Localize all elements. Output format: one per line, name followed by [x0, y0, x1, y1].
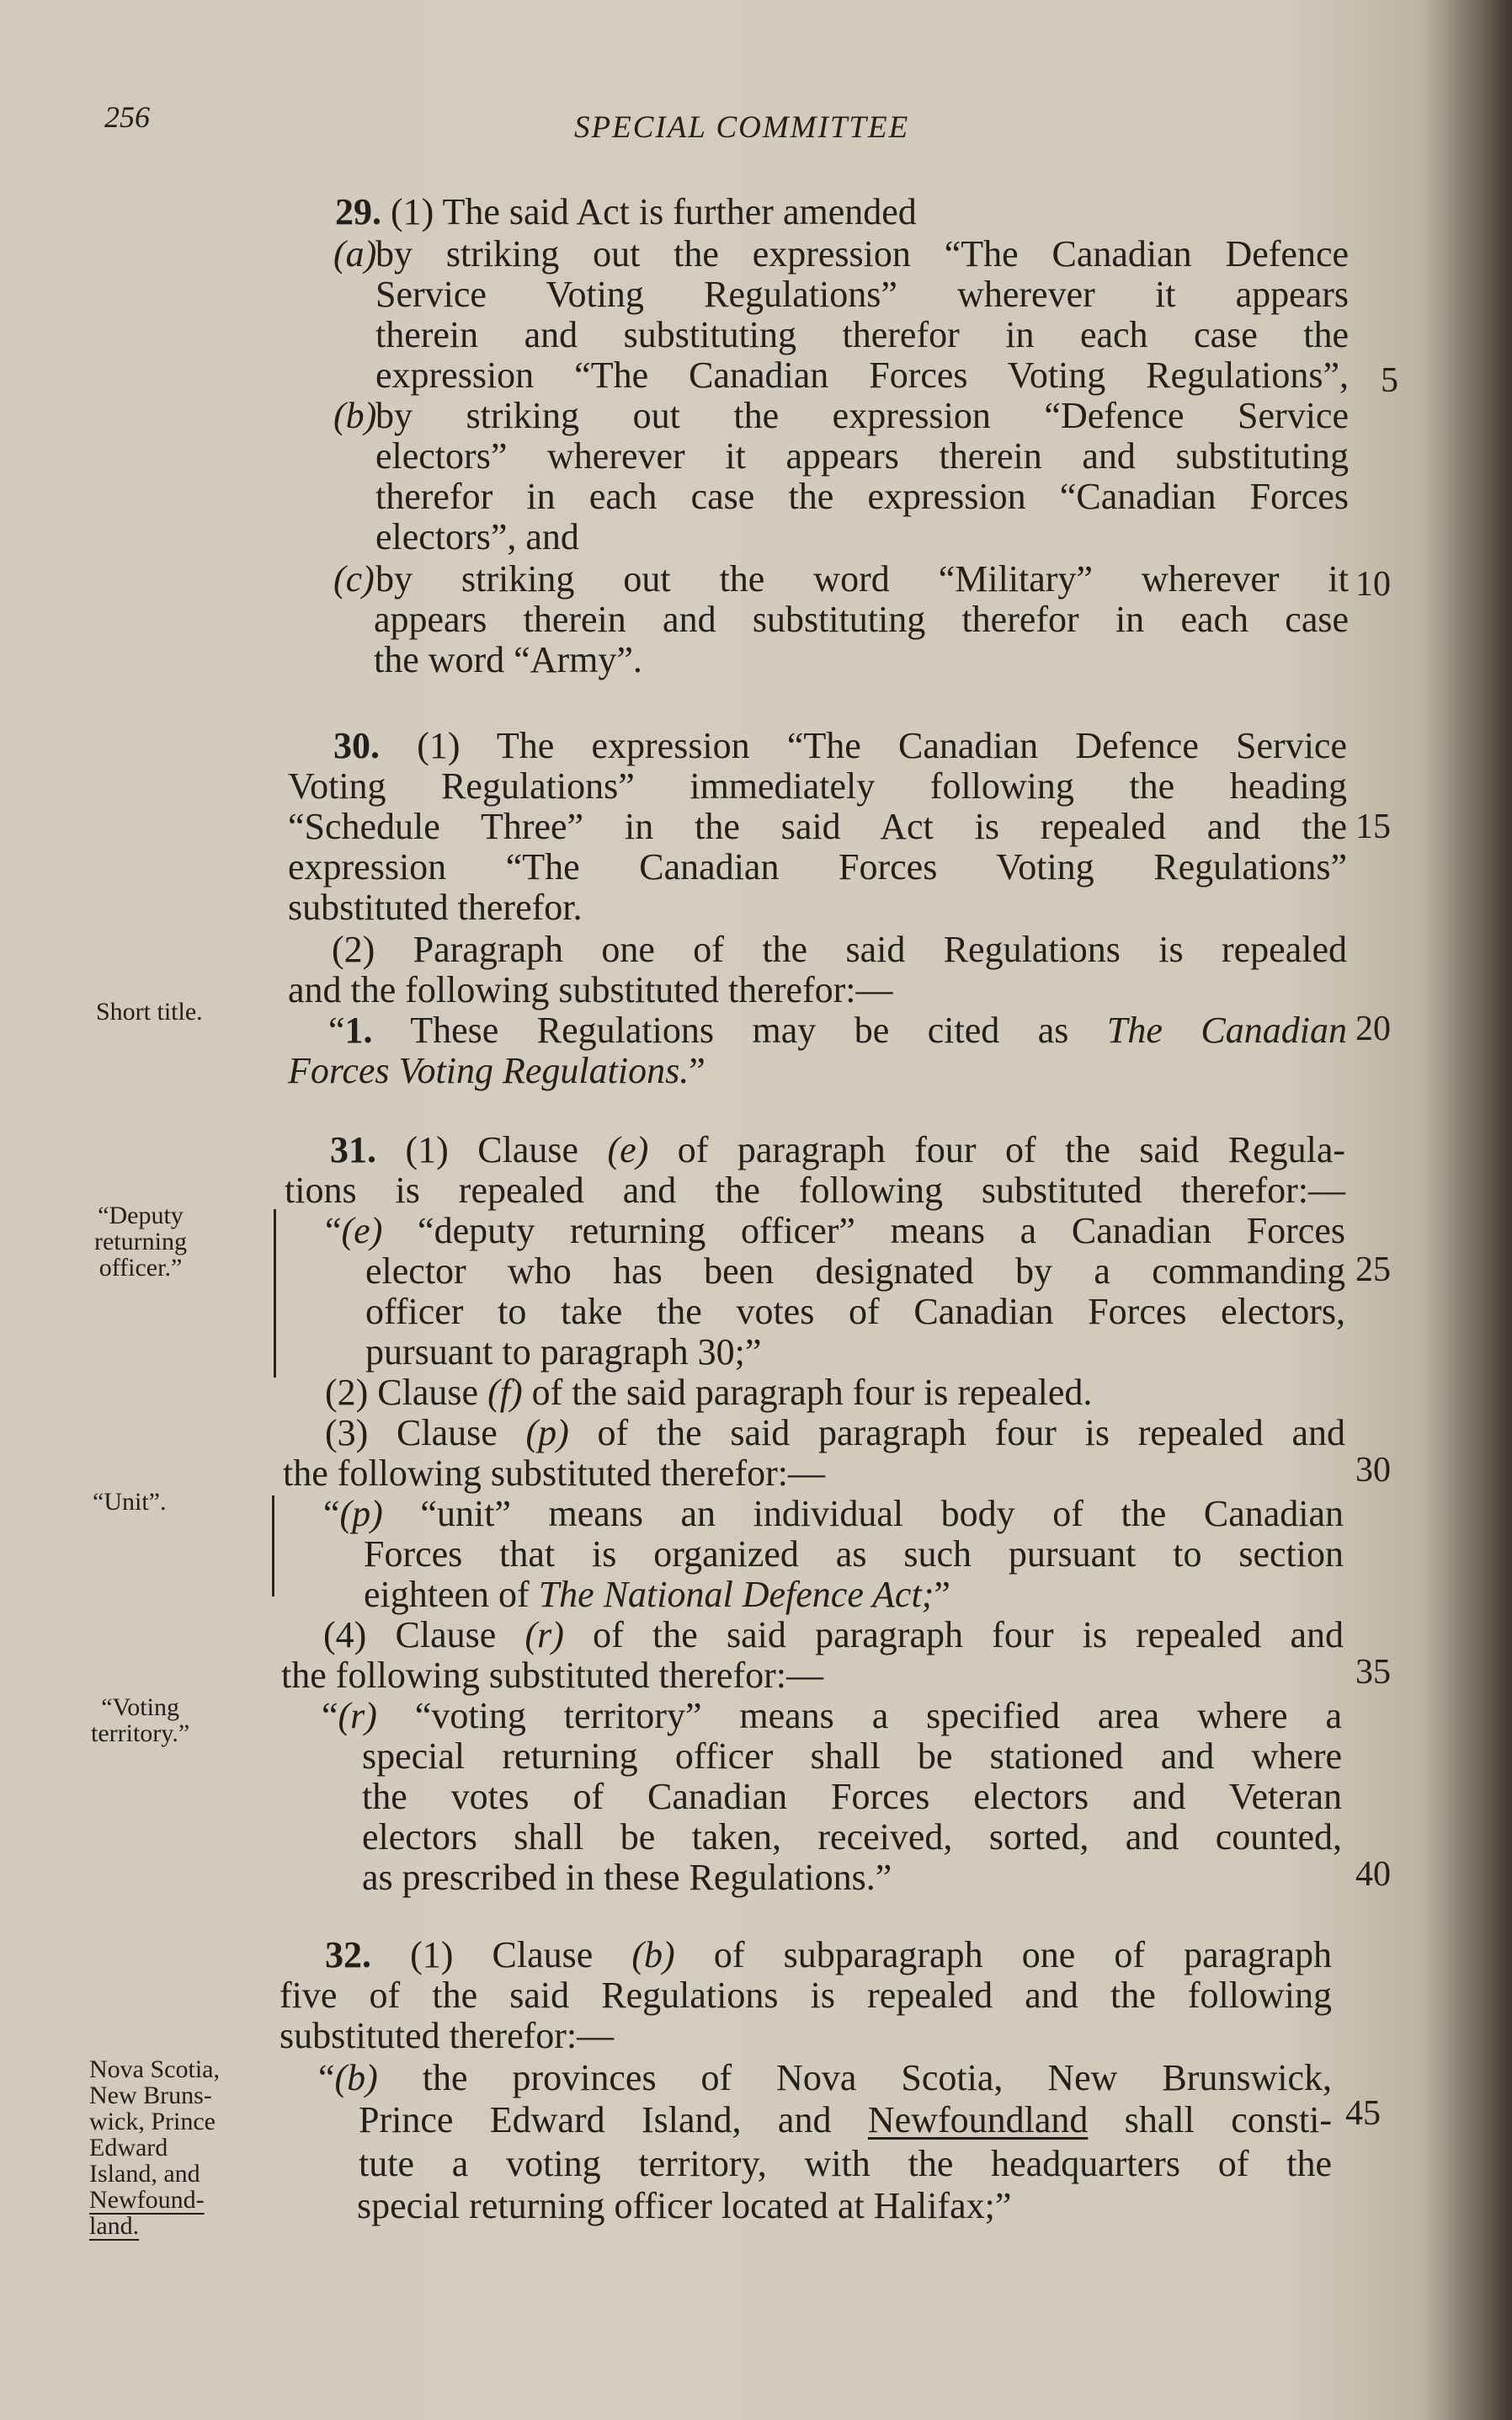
- text-line: Service Voting Regulations” wherever it appears: [375, 274, 1349, 315]
- text-line: expression “The Canadian Forces Voting Regulations”: [288, 846, 1347, 888]
- margin-note-short-title: Short title.: [96, 998, 203, 1026]
- text-line: “(p) “unit” means an individual body of the Canadian: [323, 1493, 1344, 1534]
- section-number: 29.: [335, 191, 381, 232]
- text-line: special returning officer located at Halifax;”: [357, 2185, 1012, 2226]
- clause-c-label: (c): [333, 558, 375, 600]
- text-line: five of the said Regulations is repealed and the following: [280, 1975, 1332, 2016]
- line-number: 20: [1355, 1010, 1391, 1048]
- text-line: by striking out the expression “The Canadian Defence: [375, 233, 1349, 275]
- text-line: therein and substituting therefor in each case the: [375, 314, 1349, 355]
- text-line: tute a voting territory, with the headquarters of the: [359, 2143, 1332, 2184]
- margin-note-deputy: “Deputy returning officer.”: [94, 1202, 187, 1282]
- text-line: the following substituted therefor:—: [281, 1655, 823, 1696]
- margin-note-voting-territory: “Voting territory.”: [91, 1693, 190, 1747]
- text-line: pursuant to paragraph 30;”: [365, 1331, 762, 1373]
- text-line: Forces Voting Regulations.”: [288, 1050, 705, 1091]
- text-line: the votes of Canadian Forces electors and Veteran: [362, 1776, 1342, 1817]
- text-line: “1. These Regulations may be cited as The Canadian: [328, 1010, 1347, 1051]
- section-29-heading: 29. (1) The said Act is further amended: [335, 191, 917, 232]
- text-line: “Schedule Three” in the said Act is repealed and the: [288, 806, 1347, 847]
- text-line: Forces that is organized as such pursuant to section: [364, 1533, 1344, 1575]
- running-head: SPECIAL COMMITTEE: [574, 110, 910, 145]
- revision-bar: [272, 1495, 274, 1596]
- text-line: eighteen of The National Defence Act;”: [364, 1574, 950, 1615]
- text-line: the word “Army”.: [374, 639, 642, 680]
- line-number: 35: [1355, 1653, 1391, 1692]
- revision-bar: [274, 1209, 276, 1378]
- text-line: tions is repealed and the following substituted therefor:—: [285, 1170, 1345, 1211]
- text-line: elector who has been designated by a commanding: [365, 1250, 1345, 1292]
- section-32-heading: 32. (1) Clause (b) of subparagraph one of paragraph: [325, 1934, 1332, 1975]
- text-line: therefor in each case the expression “Canadian Forces: [375, 476, 1349, 517]
- text-line: and the following substituted therefor:—: [288, 969, 893, 1010]
- margin-note-nova-scotia: Nova Scotia, New Bruns- wick, Prince Edward Island, and Newfound- land.: [89, 2055, 220, 2240]
- text-line: (2) Paragraph one of the said Regulations is repealed: [332, 929, 1347, 970]
- line-number: 10: [1355, 565, 1391, 604]
- line-number: 45: [1345, 2094, 1381, 2133]
- text-line: substituted therefor:—: [280, 2015, 615, 2056]
- text-line: (3) Clause (p) of the said paragraph four is repealed and: [325, 1412, 1345, 1453]
- page-number: 256: [104, 100, 150, 134]
- text-line: electors shall be taken, received, sorted, and counted,: [362, 1816, 1342, 1858]
- text-line: electors”, and: [375, 516, 579, 557]
- text-line: by striking out the expression “Defence Service: [375, 395, 1349, 436]
- text-line: (4) Clause (r) of the said paragraph four is repealed and: [323, 1614, 1344, 1655]
- text-line: “(b) the provinces of Nova Scotia, New Brunswick,: [318, 2057, 1332, 2098]
- underlined-word: Newfoundland: [867, 2099, 1089, 2140]
- text-line: “(r) “voting territory” means a specified area where a: [322, 1695, 1342, 1736]
- text-line: as prescribed in these Regulations.”: [362, 1857, 892, 1898]
- section-number: 30.: [333, 725, 380, 766]
- text-line: by striking out the word “Military” wherever it: [375, 558, 1349, 600]
- section-31-heading: 31. (1) Clause (e) of paragraph four of the said Regula-: [330, 1129, 1345, 1170]
- section-number: 32.: [325, 1934, 371, 1975]
- section-30-heading: 30. (1) The expression “The Canadian Defence Service: [333, 725, 1347, 766]
- line-number: 30: [1355, 1451, 1391, 1490]
- section-number: 31.: [330, 1129, 376, 1170]
- text-line: special returning officer shall be stationed and where: [362, 1735, 1342, 1777]
- line-number: 40: [1355, 1855, 1391, 1894]
- line-number: 25: [1355, 1250, 1391, 1289]
- text-line: appears therein and substituting therefor in each case: [374, 599, 1349, 640]
- text-line: officer to take the votes of Canadian Forces electors,: [365, 1291, 1345, 1332]
- clause-b-label: (b): [333, 395, 377, 436]
- text-line: electors” wherever it appears therein and substituting: [375, 435, 1349, 477]
- line-number: 15: [1355, 808, 1391, 846]
- clause-a-label: (a): [333, 233, 377, 275]
- text-line: the following substituted therefor:—: [283, 1453, 825, 1494]
- margin-note-unit: “Unit”.: [93, 1488, 167, 1516]
- text-line: substituted therefor.: [288, 887, 583, 928]
- text-line: Voting Regulations” immediately following the heading: [288, 765, 1347, 807]
- text-line: (2) Clause (f) of the said paragraph four is repealed.: [325, 1372, 1093, 1413]
- text-line: expression “The Canadian Forces Voting Regulations”,: [375, 354, 1349, 396]
- line-number: 5: [1381, 361, 1398, 400]
- text-line: Prince Edward Island, and Newfoundland shall consti-: [359, 2099, 1332, 2140]
- text-line: “(e) “deputy returning officer” means a Canadian Forces: [325, 1210, 1345, 1251]
